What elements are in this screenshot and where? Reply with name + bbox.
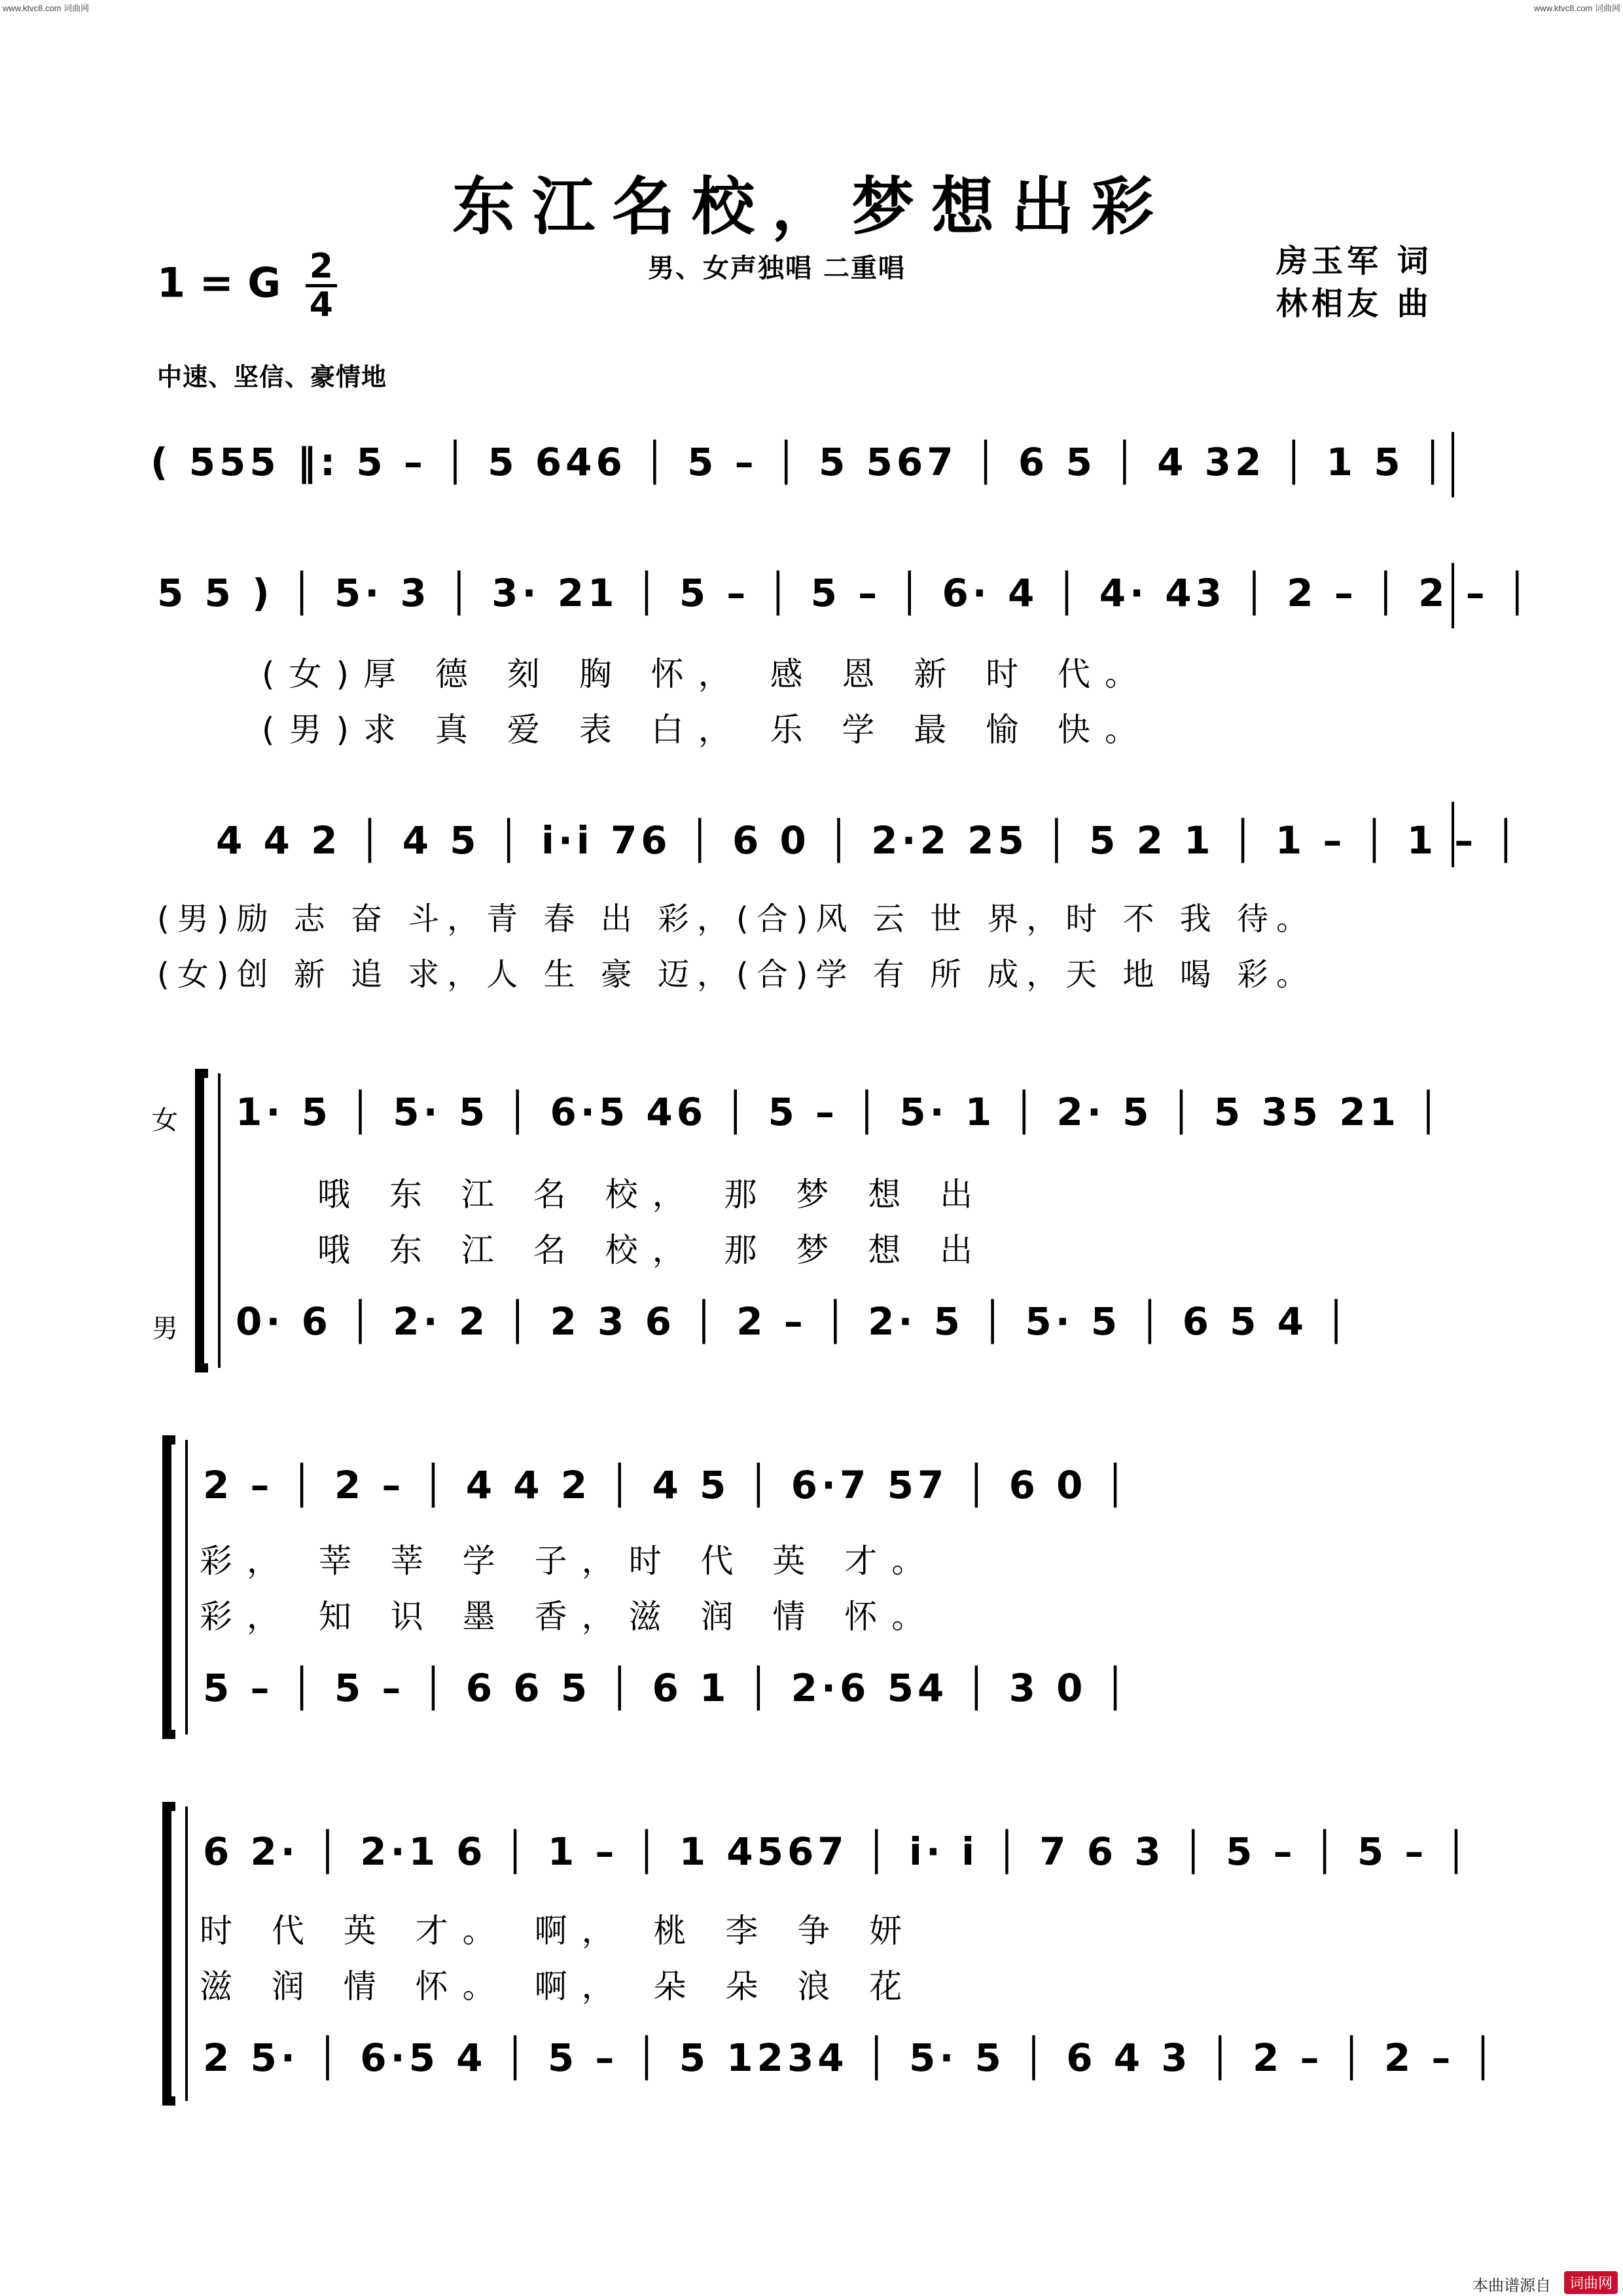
- system-2-lyric-1: 彩， 莘 莘 学 子，时 代 英 才。: [200, 1542, 939, 1580]
- system-3-lyric-2: 滋 润 情 怀。 啊， 朵 朵 浪 花: [200, 1967, 917, 2005]
- system-2-lyric-2: 彩， 知 识 墨 香，滋 润 情 怀。: [200, 1598, 939, 1636]
- lyricist: 房玉军 词: [1276, 243, 1433, 279]
- time-bottom: 4: [309, 285, 333, 325]
- lyric-row-3-male: (男)励 志 奋 斗，青 春 出 彩，(合)风 云 世 界，时 不 我 待。: [157, 901, 1316, 937]
- tempo-marking: 中速、坚信、豪情地: [157, 363, 387, 391]
- part-label-male: 男: [152, 1314, 178, 1344]
- key-signature: [157, 249, 337, 323]
- lyric-row-2-female: (女)厚 德 刻 胸 怀， 感 恩 新 时 代。: [262, 655, 1152, 693]
- time-top: 2: [306, 249, 337, 287]
- site-logo: 词曲网: [1564, 2271, 1618, 2294]
- part-label-female: 女: [152, 1105, 178, 1136]
- system-1-female-notes: 1· 5 │ 5· 5 │ 6·5 46 │ 5 – │ 5· 1 │ 2· 5 │ 5 35 21 │: [236, 1090, 1444, 1134]
- notation-row-1: ( 555 ‖: 5 – │ 5 646 │ 5 – │ 5 567 │ 6 5 │ 4 32 │ 1 5 │: [151, 440, 1448, 484]
- site-watermark-right: www.ktvc8.com 词曲网: [1533, 3, 1620, 13]
- page-title: 东江名校，梦想出彩: [452, 170, 1171, 243]
- system-1-male-notes: 0· 6 │ 2· 2 │ 2 3 6 │ 2 – │ 2· 5 │ 5· 5 │ 6 5 4 │: [236, 1299, 1352, 1344]
- notation-row-2: 5 5 ) │ 5· 3 │ 3· 21 │ 5 – │ 5 – │ 6· 4 │ 4· 43 │ 2 – │ 2 – │: [157, 571, 1533, 615]
- system-2-female-notes: 2 – │ 2 – │ 4 4 2 │ 4 5 │ 6·7 57 │ 6 0 │: [203, 1463, 1131, 1507]
- system-2-male-notes: 5 – │ 5 – │ 6 6 5 │ 6 1 │ 2·6 54 │ 3 0 │: [203, 1666, 1131, 1710]
- notation-row-3: 4 4 2 │ 4 5 │ i·i 76 │ 6 0 │ 2·2 25 │ 5 2 1 │ 1 – │ 1 – │: [216, 818, 1522, 863]
- system-1-lyric-1: 哦 东 江 名 校， 那 梦 想 出: [317, 1175, 988, 1213]
- key-label: 1 = G: [157, 259, 281, 307]
- site-watermark-left: www.ktvc8.com 词曲网: [3, 3, 90, 13]
- lyric-row-3-female: (女)创 新 追 求，人 生 豪 迈，(合)学 有 所 成，天 地 喝 彩。: [157, 956, 1316, 993]
- composer: 林相友 曲: [1276, 285, 1433, 322]
- system-3-lyric-1: 时 代 英 才。 啊， 桃 李 争 妍: [200, 1912, 917, 1950]
- system-1-lyric-2: 哦 东 江 名 校， 那 梦 想 出: [317, 1231, 988, 1269]
- footer-source-text: 本曲谱源自: [1472, 2276, 1551, 2295]
- system-3-female-notes: 6 2· │ 2·1 6 │ 1 – │ 1 4567 │ i· i │ 7 6 3 │ 5 – │ 5 – │: [203, 1829, 1472, 1874]
- subtitle: 男、女声独唱 二重唱: [648, 253, 906, 283]
- lyric-row-2-male: (男)求 真 爱 表 白， 乐 学 最 愉 快。: [262, 711, 1152, 749]
- time-signature: [306, 249, 337, 323]
- system-3-male-notes: 2 5· │ 6·5 4 │ 5 – │ 5 1234 │ 5· 5 │ 6 4 3 │ 2 – │ 2 – │: [203, 2036, 1499, 2080]
